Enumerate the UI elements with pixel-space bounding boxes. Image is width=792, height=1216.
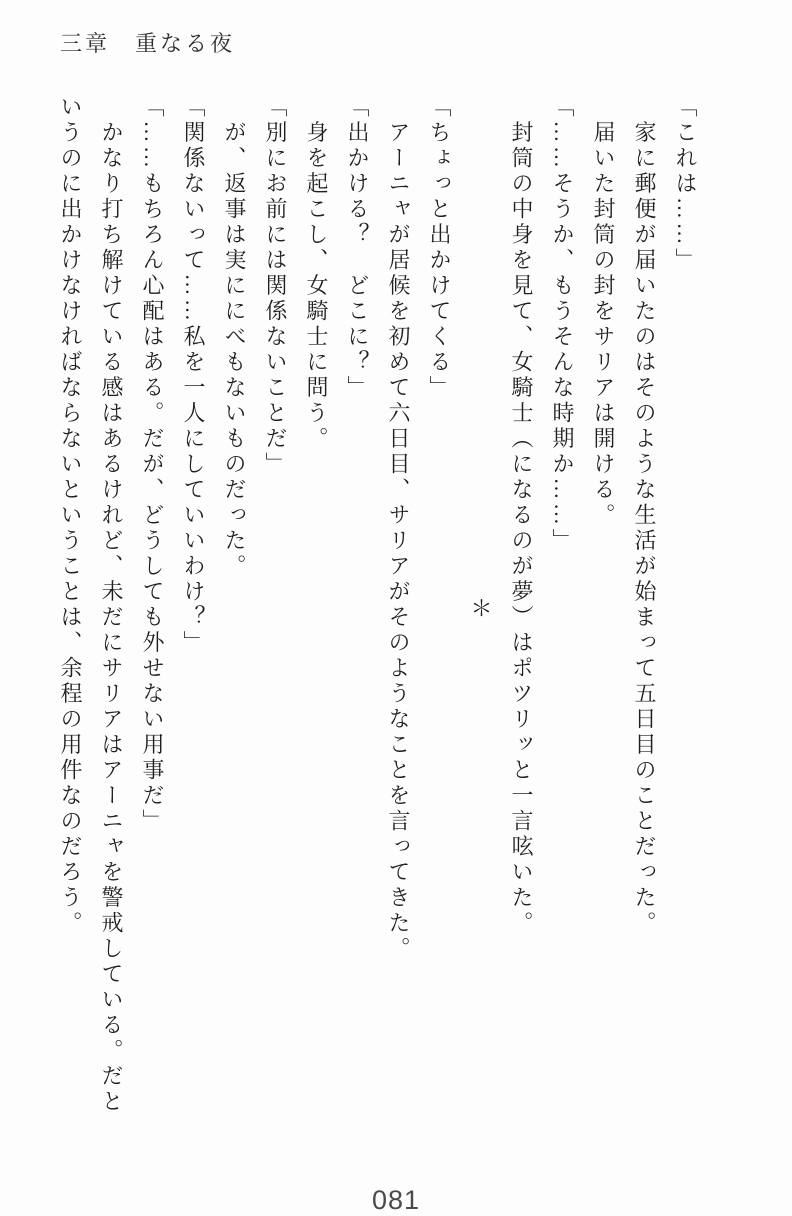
text-line: 家に郵便が届いたのはそのような生活が始まって五日目のことだった。 (632, 95, 657, 937)
text-line: 「これは……」 (673, 95, 698, 274)
text-line: いうのに出かけなければならないということは、余程の用件なのだろう。 (58, 95, 83, 937)
text-line: 「……そうか、もうそんな時期か……」 (550, 95, 575, 554)
text-line: 「関係ないって……私を一人にしていいわけ？」 (181, 95, 206, 656)
text-line: 身を起こし、女騎士に問う。 (304, 95, 329, 452)
text-line: 封筒の中身を見て、女騎士（になるのが夢）はポツリッと一言呟いた。 (509, 95, 534, 937)
page-body-text (46, 95, 706, 1120)
text-line: 「ちょっと出かけてくる」 (427, 95, 452, 401)
chapter-running-head: 三章 重なる夜 (60, 31, 236, 56)
page-number: 081 (371, 1185, 421, 1215)
text-line: 届いた封筒の封をサリアは開ける。 (591, 95, 616, 529)
text-line: 「……もちろん心配はある。だが、どうしても外せない用事だ」 (140, 95, 165, 835)
text-line: アーニャが居候を初めて六日目、サリアがそのようなことを言ってきた。 (386, 95, 411, 962)
text-line: かなり打ち解けている感はあるけれど、未だにサリアはアーニャを警戒している。だと (99, 95, 124, 1115)
text-line: 「出かける？ どこに？」 (345, 95, 370, 401)
text-line: が、返事は実ににべもないものだった。 (222, 95, 247, 580)
text-line: 「別にお前には関係ないことだ」 (263, 95, 288, 478)
section-separator: ＊ (468, 596, 493, 619)
